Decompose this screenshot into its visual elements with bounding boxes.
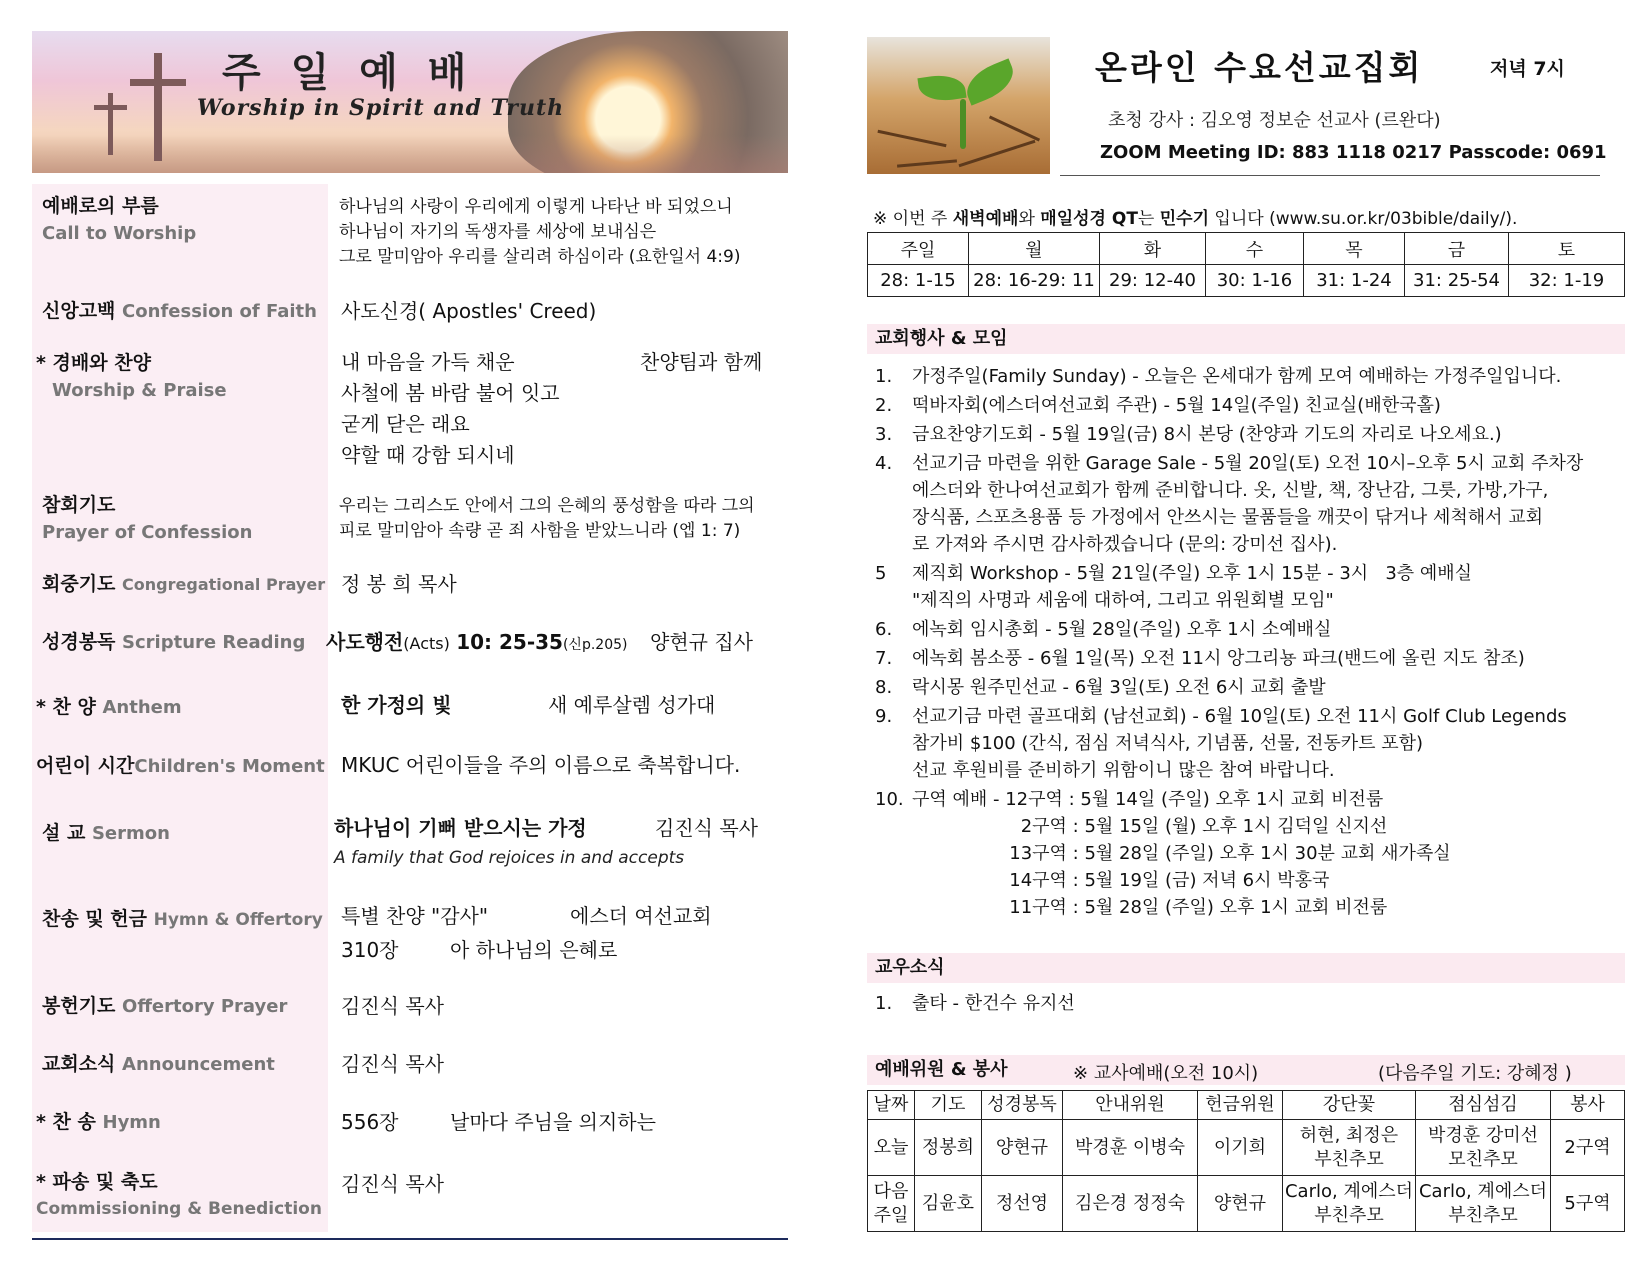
- news-item: 출타 - 한건수 유지선: [912, 993, 1075, 1014]
- service-col-header: 성경봉독: [982, 1091, 1063, 1120]
- event-line: 가정주일(Family Sunday) - 오늘은 온세대가 함께 모여 예배하는 가정주일입니다.: [912, 366, 1562, 387]
- qt-day-row: [868, 233, 1625, 265]
- label-call-to-worship: 예배로의 부름 Call to Worship: [42, 195, 197, 244]
- sermon-title-en: A family that God rejoices in and accepts: [334, 848, 685, 868]
- benediction-value: 김진식 목사: [341, 1172, 444, 1196]
- event-number: 10.: [875, 789, 904, 810]
- service-cell: Carlo, 계에스더 부친추모: [1416, 1176, 1551, 1232]
- label-prayer-of-confession: 참회기도 Prayer of Confession: [42, 494, 253, 543]
- event-number: 6.: [875, 619, 893, 640]
- qt-day: 금: [1405, 233, 1509, 265]
- offertory-hymn-title: 아 하나님의 은혜로: [450, 938, 618, 962]
- label-anthem: * 찬 양 Anthem: [36, 696, 182, 718]
- service-col-header: 안내위원: [1063, 1091, 1198, 1120]
- service-col-header: 헌금위원: [1198, 1091, 1283, 1120]
- event-line: 구역 예배 - 12구역 : 5월 14일 (주일) 오후 1시 교회 비전룸: [912, 789, 1384, 810]
- event-number: 9.: [875, 706, 893, 727]
- worship-title: 주 일 예 배: [222, 50, 475, 96]
- label-childrens-moment: 어린이 시간Children's Moment: [36, 755, 325, 777]
- event-line: "제직의 사명과 세움에 대하여, 그리고 위원회별 모임": [912, 590, 1334, 611]
- zoom-meeting-info: ZOOM Meeting ID: 883 1118 0217 Passcode: 0691: [1100, 142, 1607, 163]
- service-row-today: [868, 1120, 1625, 1176]
- anthem-choir: 새 예루살렘 성가대: [548, 693, 716, 717]
- service-cell: 허현, 최정은 부친추모: [1283, 1120, 1416, 1176]
- service-cell: 이기희: [1198, 1120, 1283, 1176]
- qt-note: ※ 이번 주 새벽예배와 매일성경 QT는 민수기 입니다 (www.su.or.kr/03bible/daily/).: [873, 209, 1518, 229]
- service-cell: 김윤호: [915, 1176, 982, 1232]
- service-header-row: [868, 1091, 1625, 1120]
- confession-prayer-text: 우리는 그리스도 안에서 그의 은혜의 풍성함을 따라 그의 피로 말미암아 속량 곧 죄 사함을 받았느니라 (엡 1: 7): [339, 496, 755, 541]
- service-cell: 오늘: [868, 1120, 915, 1176]
- offertory-prayer-value: 김진식 목사: [341, 994, 444, 1018]
- header-divider: [1060, 175, 1600, 176]
- event-number: 2.: [875, 395, 893, 416]
- label-hymn-offertory: 찬송 및 헌금 Hymn & Offertory: [42, 908, 323, 930]
- worship-subtitle: Worship in Spirit and Truth: [197, 95, 565, 121]
- online-meeting-time: 저녁 7시: [1490, 58, 1565, 80]
- worship-banner: [32, 31, 788, 173]
- qt-passage: 29: 12-40: [1100, 265, 1206, 297]
- event-line: 떡바자회(에스더여선교회 주관) - 5월 14일(주일) 친교실(배한국홀): [912, 395, 1441, 416]
- event-line: 제직회 Workshop - 5월 21일(주일) 오후 1시 15분 - 3시 3층 예배실: [912, 563, 1473, 584]
- qt-day: 월: [969, 233, 1100, 265]
- event-line: 13구역 : 5월 28일 (주일) 오후 1시 30분 교회 새가족실: [912, 843, 1451, 864]
- closing-hymn-title: 날마다 주님을 의지하는: [450, 1110, 656, 1134]
- closing-hymn-number: 556장: [341, 1110, 399, 1134]
- event-line: 에스더와 한나여선교회가 함께 준비합니다. 옷, 신발, 책, 장난감, 그릇, 가방,가구,: [912, 480, 1549, 501]
- sermon-preacher: 김진식 목사: [655, 816, 758, 840]
- service-col-header: 봉사: [1551, 1091, 1625, 1120]
- special-song: 특별 찬양 "감사": [341, 904, 489, 928]
- qt-day: 주일: [868, 233, 969, 265]
- congregational-prayer-value: 정 봉 희 목사: [341, 572, 457, 596]
- special-song-group: 에스더 여선교회: [570, 904, 712, 928]
- leaf-icon: [917, 72, 966, 104]
- service-col-header: 점심섬김: [1416, 1091, 1551, 1120]
- news-heading: 교우소식: [867, 953, 1625, 983]
- event-number: 4.: [875, 453, 893, 474]
- event-line: 에녹회 봄소풍 - 6월 1일(목) 오전 11시 앙그리뇽 파크(밴드에 올린 지도 참조): [912, 648, 1525, 669]
- event-line: 참가비 $100 (간식, 점심 저녁식사, 기념품, 선물, 전동카트 포함): [912, 733, 1424, 754]
- qt-schedule-table: [867, 232, 1625, 297]
- events-heading: 교회행사 & 모임: [867, 324, 1625, 354]
- label-offertory-prayer: 봉헌기도 Offertory Prayer: [42, 995, 288, 1017]
- event-line: 금요찬양기도회 - 5월 19일(금) 8시 본당 (찬양과 기도의 자리로 나오세요.): [912, 424, 1502, 445]
- event-line: 선교기금 마련을 위한 Garage Sale - 5월 20일(토) 오전 10시–오후 5시 교회 주차장: [912, 453, 1584, 474]
- service-cell: 5구역: [1551, 1176, 1625, 1232]
- service-cell: 2구역: [1551, 1120, 1625, 1176]
- next-prayer-note: (다음주일 기도: 강혜정 ): [1378, 1063, 1572, 1084]
- event-line: 로 가져와 주시면 감사하겠습니다 (문의: 강미선 집사).: [912, 534, 1338, 555]
- confession-value: 사도신경( Apostles' Creed): [341, 299, 597, 323]
- event-line: 선교기금 마련 골프대회 (남선교회) - 6월 10일(토) 오전 11시 Golf Club Legends: [912, 706, 1567, 727]
- service-cell: 양현규: [1198, 1176, 1283, 1232]
- service-row-next: [868, 1176, 1625, 1232]
- service-cell: 박경훈 강미선 모친추모: [1416, 1120, 1551, 1176]
- qt-day: 목: [1304, 233, 1405, 265]
- teacher-service-note: ※ 교사예배(오전 10시): [1073, 1063, 1259, 1084]
- event-line: 2구역 : 5월 15일 (월) 오후 1시 김덕일 신지선: [912, 816, 1388, 837]
- news-number: 1.: [875, 993, 893, 1014]
- event-line: 락시몽 원주민선교 - 6월 3일(토) 오전 6시 교회 출발: [912, 677, 1326, 698]
- service-col-header: 기도: [915, 1091, 982, 1120]
- label-worship-praise: * 경배와 찬양 Worship & Praise: [36, 352, 227, 401]
- service-cell: 김은경 정정숙: [1063, 1176, 1198, 1232]
- anthem-title: 한 가정의 빛: [341, 693, 452, 717]
- label-scripture-reading: 성경봉독 Scripture Reading: [42, 631, 306, 653]
- service-table: [867, 1090, 1625, 1232]
- event-number: 5: [875, 563, 887, 584]
- event-line: 에녹회 임시총회 - 5월 28일(주일) 오후 1시 소예배실: [912, 619, 1332, 640]
- call-to-worship-text: 하나님의 사랑이 우리에게 이렇게 나타난 바 되었으니 하나님이 자기의 독생자를 세상에 보내심은 그로 말미암아 우리를 살리려 하심이라 (요한일서 4:9): [339, 197, 741, 267]
- event-line: 11구역 : 5월 28일 (주일) 오후 1시 교회 비전룸: [912, 897, 1388, 918]
- scripture-value: 사도행전(Acts) 10: 25-35(신p.205): [326, 630, 628, 654]
- qt-day: 수: [1206, 233, 1304, 265]
- service-cell: 양현규: [982, 1120, 1063, 1176]
- event-number: 7.: [875, 648, 893, 669]
- label-hymn: * 찬 송 Hymn: [36, 1111, 161, 1133]
- event-number: 8.: [875, 677, 893, 698]
- service-cell: 다음 주일: [868, 1176, 915, 1232]
- announcement-value: 김진식 목사: [341, 1052, 444, 1076]
- label-congregational-prayer: 회중기도 Congregational Prayer: [42, 573, 326, 595]
- cross-icon: [154, 53, 162, 161]
- event-line: 장식품, 스포츠용품 등 가정에서 안쓰시는 물품들을 깨끗이 닦거나 세척해서 교회: [912, 507, 1544, 528]
- qt-passage: 31: 25-54: [1405, 265, 1509, 297]
- event-line: 14구역 : 5월 19일 (금) 저녁 6시 박홍국: [912, 870, 1330, 891]
- online-meeting-title: 온라인 수요선교집회: [1095, 48, 1424, 87]
- event-number: 3.: [875, 424, 893, 445]
- qt-passage-row: [868, 265, 1625, 297]
- label-benediction: * 파송 및 축도 Commissioning & Benediction: [36, 1171, 322, 1219]
- qt-passage: 31: 1-24: [1304, 265, 1405, 297]
- label-sermon: 설 교 Sermon: [42, 822, 170, 844]
- sprout-image: [867, 37, 1050, 174]
- qt-passage: 30: 1-16: [1206, 265, 1304, 297]
- sermon-title: 하나님이 기뻐 받으시는 가정: [334, 816, 587, 840]
- label-confession-of-faith: 신앙고백 Confession of Faith: [42, 300, 317, 322]
- scripture-reader: 양현규 집사: [650, 630, 753, 654]
- qt-passage: 28: 16-29: 11: [969, 265, 1100, 297]
- qt-passage: 28: 1-15: [868, 265, 969, 297]
- service-cell: 정봉희: [915, 1120, 982, 1176]
- service-cell: 박경훈 이병숙: [1063, 1120, 1198, 1176]
- event-line: 선교 후원비를 준비하기 위함이니 많은 참여 바랍니다.: [912, 760, 1335, 781]
- qt-day: 화: [1100, 233, 1206, 265]
- online-speaker: 초청 강사 : 김오영 정보순 선교사 (르완다): [1108, 110, 1441, 131]
- praise-songs: 내 마음을 가득 채운 사철에 봄 바람 불어 잇고 굳게 닫은 래요 약할 때 강함 되시네: [341, 350, 560, 467]
- label-announcement: 교회소식 Announcement: [42, 1053, 275, 1075]
- praise-team: 찬양팀과 함께: [640, 350, 763, 374]
- service-col-header: 날짜: [868, 1091, 915, 1120]
- event-number: 1.: [875, 366, 893, 387]
- service-col-header: 강단꽃: [1283, 1091, 1416, 1120]
- service-cell: 정선영: [982, 1176, 1063, 1232]
- qt-passage: 32: 1-19: [1509, 265, 1625, 297]
- page-divider: [32, 1238, 788, 1240]
- service-cell: Carlo, 계에스더 부친추모: [1283, 1176, 1416, 1232]
- service-heading: 예배위원 & 봉사: [867, 1055, 1625, 1085]
- childrens-moment-value: MKUC 어린이들을 주의 이름으로 축복합니다.: [341, 753, 741, 777]
- offertory-hymn-number: 310장: [341, 938, 399, 962]
- qt-day: 토: [1509, 233, 1625, 265]
